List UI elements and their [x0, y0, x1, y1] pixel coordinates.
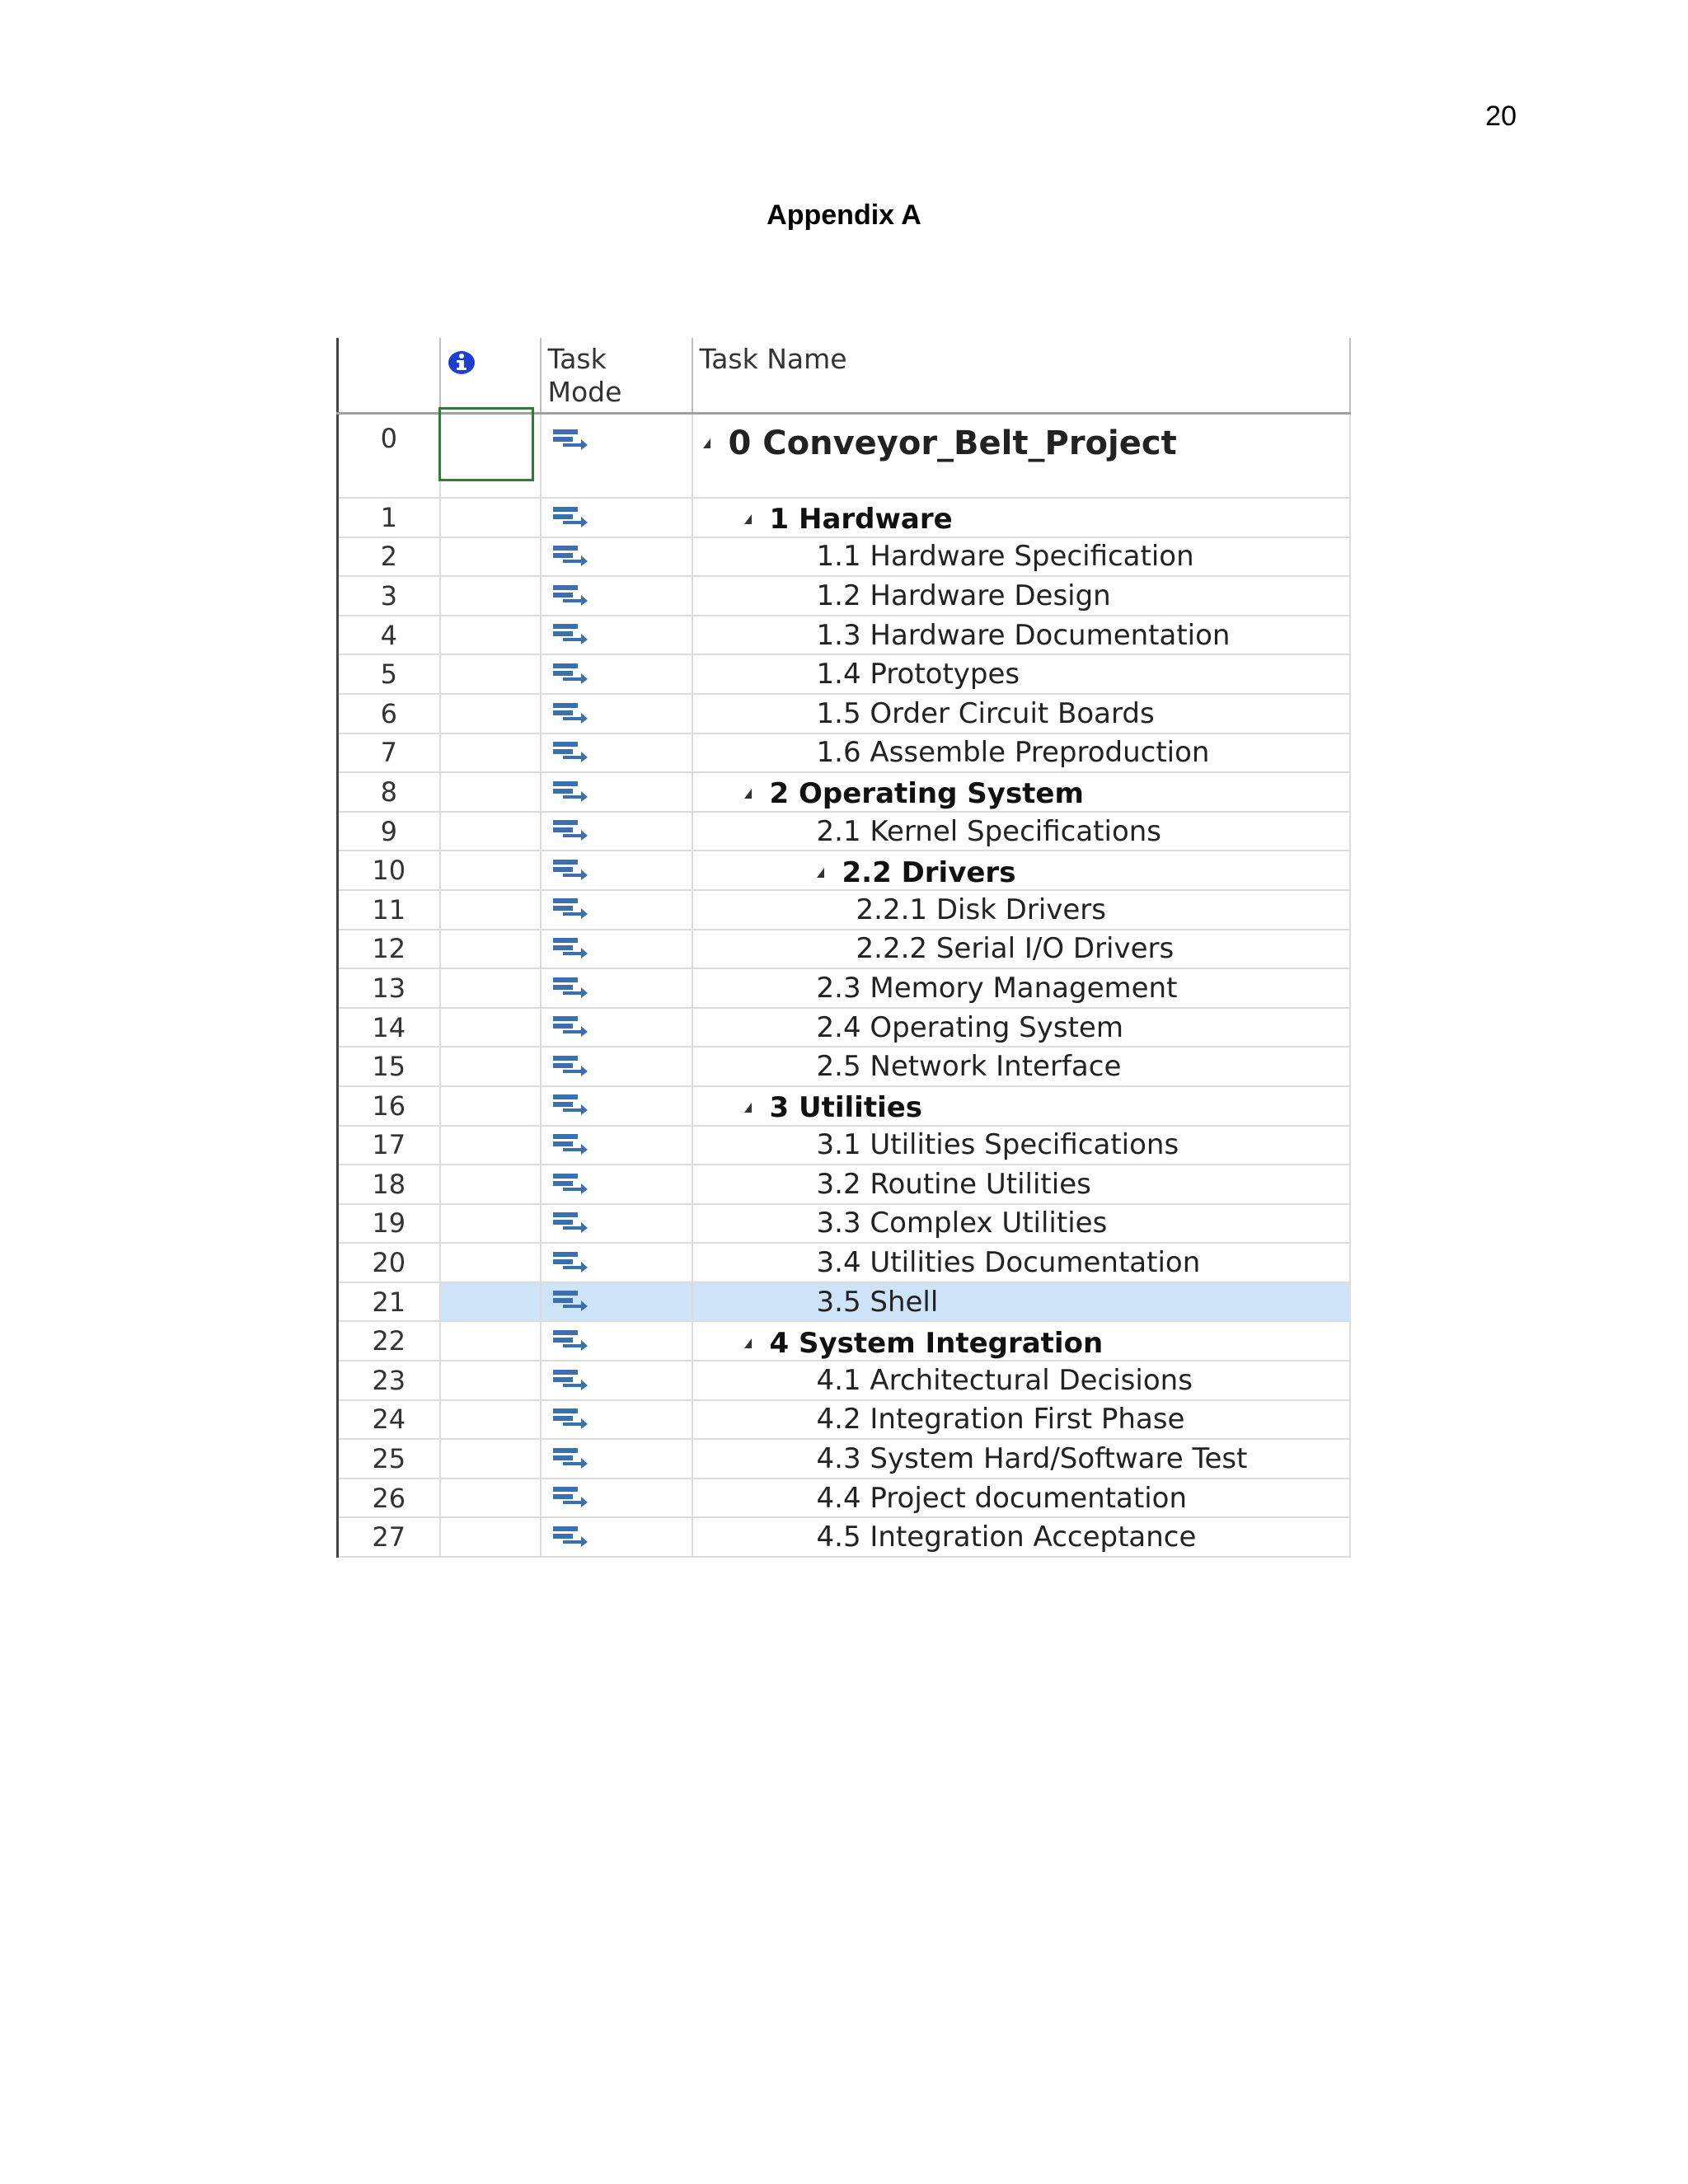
- task-indicator-cell[interactable]: [440, 498, 541, 537]
- auto-scheduled-icon: [551, 893, 589, 926]
- task-indicator-cell[interactable]: [440, 1008, 541, 1047]
- task-name: 0 Conveyor_Belt_Project: [728, 424, 1177, 462]
- task-name-wrap: [817, 1207, 1108, 1240]
- collapse-triangle-icon[interactable]: [744, 789, 752, 799]
- task-id[interactable]: 13: [338, 968, 440, 1008]
- task-name: 2.2.2 Serial I/O Drivers: [856, 932, 1175, 966]
- task-name: 3.3 Complex Utilities: [816, 1207, 1108, 1240]
- task-indicator-cell[interactable]: [440, 1204, 541, 1244]
- task-indicator-cell[interactable]: [440, 616, 541, 655]
- task-name-cell[interactable]: [692, 414, 1350, 499]
- collapse-triangle-icon[interactable]: [744, 1338, 752, 1348]
- task-id[interactable]: 14: [338, 1008, 440, 1047]
- task-name-wrap: [817, 972, 1178, 1005]
- task-name-wrap: [817, 856, 1016, 889]
- task-mode-cell[interactable]: [541, 1165, 692, 1204]
- auto-scheduled-icon: [551, 1286, 589, 1319]
- task-mode-cell[interactable]: [541, 414, 692, 499]
- task-id[interactable]: 10: [338, 851, 440, 890]
- task-mode-cell[interactable]: [541, 1282, 692, 1322]
- task-mode-cell[interactable]: [541, 1204, 692, 1244]
- task-indicator-cell[interactable]: [440, 537, 541, 577]
- task-id[interactable]: 23: [338, 1361, 440, 1400]
- task-mode-cell[interactable]: [541, 576, 692, 616]
- task-indicator-cell[interactable]: [440, 1282, 541, 1322]
- task-mode-cell[interactable]: [541, 537, 692, 577]
- task-indicator-cell[interactable]: [440, 1479, 541, 1518]
- task-mode-cell[interactable]: [541, 1400, 692, 1440]
- task-name-wrap: [817, 1482, 1188, 1515]
- table-row[interactable]: [338, 968, 1350, 1008]
- auto-scheduled-icon: [551, 1051, 589, 1084]
- task-name-wrap: [744, 777, 1084, 810]
- task-name-wrap: [856, 893, 1107, 926]
- table-row[interactable]: [338, 1204, 1350, 1244]
- table-row[interactable]: [338, 616, 1350, 655]
- task-name: 3.2 Routine Utilities: [816, 1167, 1091, 1201]
- auto-scheduled-icon: [551, 698, 589, 731]
- task-id[interactable]: 9: [338, 812, 440, 851]
- task-name-cell[interactable]: [692, 498, 1350, 537]
- table-row[interactable]: [338, 1282, 1350, 1322]
- task-id[interactable]: 5: [338, 654, 440, 694]
- task-name-wrap: [817, 1442, 1248, 1475]
- task-name: 4.1 Architectural Decisions: [816, 1363, 1193, 1397]
- task-mode-cell[interactable]: [541, 1361, 692, 1400]
- auto-scheduled-icon: [551, 502, 589, 535]
- task-id[interactable]: 16: [338, 1086, 440, 1126]
- table-row[interactable]: [338, 1126, 1350, 1165]
- table-row[interactable]: [338, 537, 1350, 577]
- task-name-wrap: [817, 1050, 1122, 1083]
- task-name-wrap: [817, 619, 1231, 652]
- task-name-wrap: [703, 424, 1177, 462]
- task-mode-cell[interactable]: [541, 812, 692, 851]
- table-row[interactable]: [338, 1479, 1350, 1518]
- table-row[interactable]: [338, 1086, 1350, 1126]
- task-name: 4.3 System Hard/Software Test: [816, 1442, 1248, 1476]
- task-name-cell[interactable]: [692, 1008, 1350, 1047]
- task-mode-cell[interactable]: [541, 1439, 692, 1479]
- header-indicators[interactable]: [440, 338, 541, 414]
- task-name: 3 Utilities: [769, 1091, 923, 1125]
- header-task-name[interactable]: Task Name: [692, 338, 1350, 414]
- task-name-wrap: [817, 1246, 1201, 1279]
- task-name-cell[interactable]: [692, 1321, 1350, 1361]
- task-indicator-cell[interactable]: [440, 1321, 541, 1361]
- table-row[interactable]: [338, 1008, 1350, 1047]
- task-name: 2.3 Memory Management: [816, 971, 1178, 1005]
- task-indicator-cell[interactable]: [440, 694, 541, 733]
- task-mode-cell[interactable]: [541, 1008, 692, 1047]
- table-row[interactable]: [338, 890, 1350, 930]
- task-mode-cell[interactable]: [541, 1086, 692, 1126]
- task-name: 4.4 Project documentation: [816, 1481, 1188, 1515]
- task-mode-cell[interactable]: [541, 968, 692, 1008]
- task-mode-cell[interactable]: [541, 1479, 692, 1518]
- task-name-cell[interactable]: [692, 1439, 1350, 1479]
- task-name-wrap: [817, 1286, 939, 1319]
- table-row[interactable]: [338, 694, 1350, 733]
- task-name-cell[interactable]: [692, 812, 1350, 851]
- task-mode-cell[interactable]: [541, 1243, 692, 1282]
- task-name: 2.1 Kernel Specifications: [816, 814, 1162, 848]
- task-id[interactable]: 27: [338, 1517, 440, 1557]
- task-name-cell[interactable]: [692, 576, 1350, 616]
- task-id[interactable]: 24: [338, 1400, 440, 1440]
- task-name-cell[interactable]: [692, 968, 1350, 1008]
- task-name-wrap: [744, 1327, 1104, 1360]
- task-name-wrap: [744, 503, 953, 536]
- table-row[interactable]: [338, 498, 1350, 537]
- table-row[interactable]: [338, 1243, 1350, 1282]
- task-mode-cell[interactable]: [541, 890, 692, 930]
- table-row[interactable]: [338, 851, 1350, 890]
- task-name: 4.2 Integration First Phase: [816, 1403, 1185, 1436]
- task-mode-cell[interactable]: [541, 1517, 692, 1557]
- task-indicator-cell[interactable]: [440, 1243, 541, 1282]
- task-indicator-cell[interactable]: [440, 1400, 541, 1440]
- task-id[interactable]: 12: [338, 930, 440, 969]
- task-name-wrap: [817, 736, 1210, 769]
- task-name-cell[interactable]: [692, 1517, 1350, 1557]
- auto-scheduled-icon: [551, 1011, 589, 1044]
- auto-scheduled-icon: [551, 776, 589, 809]
- task-name-wrap: [744, 1091, 923, 1124]
- auto-scheduled-icon: [551, 933, 589, 966]
- task-name: 3.4 Utilities Documentation: [816, 1246, 1201, 1280]
- auto-scheduled-icon: [551, 658, 589, 691]
- task-name-cell[interactable]: [692, 694, 1350, 733]
- task-id[interactable]: 7: [338, 733, 440, 773]
- task-indicator-cell[interactable]: [440, 654, 541, 694]
- task-name-cell[interactable]: [692, 1400, 1350, 1440]
- task-id[interactable]: 3: [338, 576, 440, 616]
- header-row: [338, 338, 1350, 414]
- task-id[interactable]: 2: [338, 537, 440, 577]
- task-mode-cell[interactable]: [541, 733, 692, 773]
- collapse-triangle-icon[interactable]: [744, 1103, 752, 1113]
- info-icon: [448, 349, 476, 382]
- auto-scheduled-icon: [551, 580, 589, 613]
- task-name-cell[interactable]: [692, 616, 1350, 655]
- collapse-triangle-icon[interactable]: [817, 868, 824, 878]
- page-number: 20: [1485, 101, 1517, 132]
- task-id[interactable]: 17: [338, 1126, 440, 1165]
- task-id[interactable]: 4: [338, 616, 440, 655]
- task-name: 1.4 Prototypes: [816, 658, 1020, 691]
- auto-scheduled-icon: [551, 1090, 589, 1122]
- auto-scheduled-icon: [551, 619, 589, 652]
- task-name-cell[interactable]: [692, 1479, 1350, 1518]
- task-mode-cell[interactable]: [541, 498, 692, 537]
- task-name-cell[interactable]: [692, 1361, 1350, 1400]
- task-name-cell[interactable]: [692, 930, 1350, 969]
- task-grid: [336, 338, 1348, 1554]
- task-name-wrap: [817, 579, 1111, 612]
- auto-scheduled-icon: [551, 1247, 589, 1280]
- task-name: 2 Operating System: [769, 777, 1084, 811]
- task-name-cell[interactable]: [692, 890, 1350, 930]
- task-name-cell[interactable]: [692, 772, 1350, 812]
- task-indicator-cell[interactable]: [440, 812, 541, 851]
- task-name-cell[interactable]: [692, 1243, 1350, 1282]
- collapse-triangle-icon[interactable]: [744, 514, 752, 524]
- table-row[interactable]: [338, 1361, 1350, 1400]
- table-row[interactable]: [338, 930, 1350, 969]
- task-indicator-cell[interactable]: [440, 851, 541, 890]
- task-name-cell[interactable]: [692, 1282, 1350, 1322]
- task-indicator-cell[interactable]: [440, 772, 541, 812]
- auto-scheduled-icon: [551, 1169, 589, 1202]
- task-id[interactable]: 15: [338, 1047, 440, 1086]
- task-name: 3.5 Shell: [816, 1285, 939, 1319]
- task-name: 2.2 Drivers: [842, 855, 1016, 889]
- table-row[interactable]: [338, 654, 1350, 694]
- task-name-wrap: [817, 1364, 1193, 1397]
- task-indicator-cell[interactable]: [440, 576, 541, 616]
- task-name-wrap: [817, 697, 1155, 730]
- auto-scheduled-icon: [551, 737, 589, 770]
- task-name: 1.1 Hardware Specification: [816, 540, 1194, 574]
- auto-scheduled-icon: [551, 541, 589, 574]
- task-name: 3.1 Utilities Specifications: [816, 1128, 1179, 1162]
- task-indicator-cell[interactable]: [440, 968, 541, 1008]
- task-name: 1.3 Hardware Documentation: [816, 618, 1231, 652]
- task-name: 1.6 Assemble Preproduction: [816, 736, 1210, 770]
- task-name: 2.2.1 Disk Drivers: [856, 893, 1106, 926]
- task-name-wrap: [817, 1521, 1197, 1554]
- table-row[interactable]: [338, 733, 1350, 773]
- task-name: 1.2 Hardware Design: [816, 579, 1111, 612]
- task-name-wrap: [817, 1403, 1185, 1436]
- task-name-cell[interactable]: [692, 1126, 1350, 1165]
- task-indicator-cell[interactable]: [440, 1086, 541, 1126]
- task-id[interactable]: 11: [338, 890, 440, 930]
- auto-scheduled-icon: [551, 1521, 589, 1554]
- task-name-wrap: [817, 658, 1020, 691]
- header-task-mode-line1: Task: [547, 343, 607, 375]
- task-indicator-cell[interactable]: [440, 1047, 541, 1086]
- auto-scheduled-icon: [551, 815, 589, 848]
- task-id[interactable]: 25: [338, 1439, 440, 1479]
- task-indicator-cell[interactable]: [440, 1126, 541, 1165]
- table-row[interactable]: [338, 576, 1350, 616]
- task-mode-cell[interactable]: [541, 1321, 692, 1361]
- task-indicator-cell[interactable]: [440, 890, 541, 930]
- task-table: [336, 338, 1351, 1558]
- task-name: 4.5 Integration Acceptance: [816, 1521, 1197, 1554]
- task-id[interactable]: 1: [338, 498, 440, 537]
- auto-scheduled-icon: [551, 1482, 589, 1515]
- task-mode-cell[interactable]: [541, 772, 692, 812]
- table-row[interactable]: [338, 1047, 1350, 1086]
- auto-scheduled-icon: [551, 424, 589, 457]
- task-body: [338, 414, 1350, 1558]
- task-name-wrap: [817, 540, 1194, 573]
- auto-scheduled-icon: [551, 1443, 589, 1476]
- task-name-cell[interactable]: [692, 1204, 1350, 1244]
- table-row[interactable]: [338, 1517, 1350, 1557]
- header-task-mode-line2: Mode: [547, 376, 622, 408]
- task-name-wrap: [817, 1168, 1091, 1201]
- task-id[interactable]: 26: [338, 1479, 440, 1518]
- task-indicator-cell[interactable]: [440, 930, 541, 969]
- task-indicator-cell[interactable]: [440, 1165, 541, 1204]
- auto-scheduled-icon: [551, 1129, 589, 1162]
- task-name-wrap: [817, 1011, 1123, 1044]
- task-mode-cell[interactable]: [541, 851, 692, 890]
- table-row[interactable]: [338, 1165, 1350, 1204]
- task-id[interactable]: 18: [338, 1165, 440, 1204]
- auto-scheduled-icon: [551, 1325, 589, 1358]
- task-indicator-cell[interactable]: [440, 1361, 541, 1400]
- task-mode-cell[interactable]: [541, 616, 692, 655]
- task-id[interactable]: 19: [338, 1204, 440, 1244]
- table-row[interactable]: [338, 812, 1350, 851]
- task-name-cell[interactable]: [692, 851, 1350, 890]
- task-name: 2.4 Operating System: [816, 1010, 1123, 1044]
- task-mode-cell[interactable]: [541, 654, 692, 694]
- auto-scheduled-icon: [551, 1365, 589, 1398]
- task-name-cell[interactable]: [692, 654, 1350, 694]
- task-name-cell[interactable]: [692, 1047, 1350, 1086]
- task-id[interactable]: 22: [338, 1321, 440, 1361]
- task-name: 1 Hardware: [769, 503, 953, 537]
- header-task-mode[interactable]: [541, 338, 692, 414]
- task-id[interactable]: 21: [338, 1282, 440, 1322]
- task-indicator-cell[interactable]: [440, 733, 541, 773]
- table-row[interactable]: [338, 772, 1350, 812]
- auto-scheduled-icon: [551, 855, 589, 888]
- task-mode-cell[interactable]: [541, 694, 692, 733]
- task-name-cell[interactable]: [692, 1086, 1350, 1126]
- task-name-cell[interactable]: [692, 537, 1350, 577]
- active-cell-outline: [438, 407, 534, 481]
- auto-scheduled-icon: [551, 1404, 589, 1436]
- task-id[interactable]: 0: [338, 414, 440, 499]
- task-name-wrap: [817, 815, 1162, 848]
- task-name-wrap: [856, 932, 1175, 965]
- task-name-cell[interactable]: [692, 733, 1350, 773]
- task-id[interactable]: 8: [338, 772, 440, 812]
- collapse-triangle-icon[interactable]: [703, 438, 710, 448]
- table-row[interactable]: [338, 1321, 1350, 1361]
- auto-scheduled-icon: [551, 1207, 589, 1240]
- task-indicator-cell[interactable]: [440, 1517, 541, 1557]
- task-mode-cell[interactable]: [541, 1126, 692, 1165]
- task-id[interactable]: 20: [338, 1243, 440, 1282]
- auto-scheduled-icon: [551, 972, 589, 1005]
- table-row[interactable]: [338, 1439, 1350, 1479]
- header-id[interactable]: [338, 338, 440, 414]
- task-id[interactable]: 6: [338, 694, 440, 733]
- task-name: 4 System Integration: [769, 1326, 1104, 1360]
- task-mode-cell[interactable]: [541, 930, 692, 969]
- appendix-title: Appendix A: [767, 199, 921, 231]
- task-name-cell[interactable]: [692, 1165, 1350, 1204]
- table-row[interactable]: [338, 1400, 1350, 1440]
- task-name-wrap: [817, 1128, 1179, 1161]
- task-name: 1.5 Order Circuit Boards: [816, 696, 1155, 730]
- task-indicator-cell[interactable]: [440, 1439, 541, 1479]
- task-mode-cell[interactable]: [541, 1047, 692, 1086]
- task-name: 2.5 Network Interface: [816, 1050, 1122, 1084]
